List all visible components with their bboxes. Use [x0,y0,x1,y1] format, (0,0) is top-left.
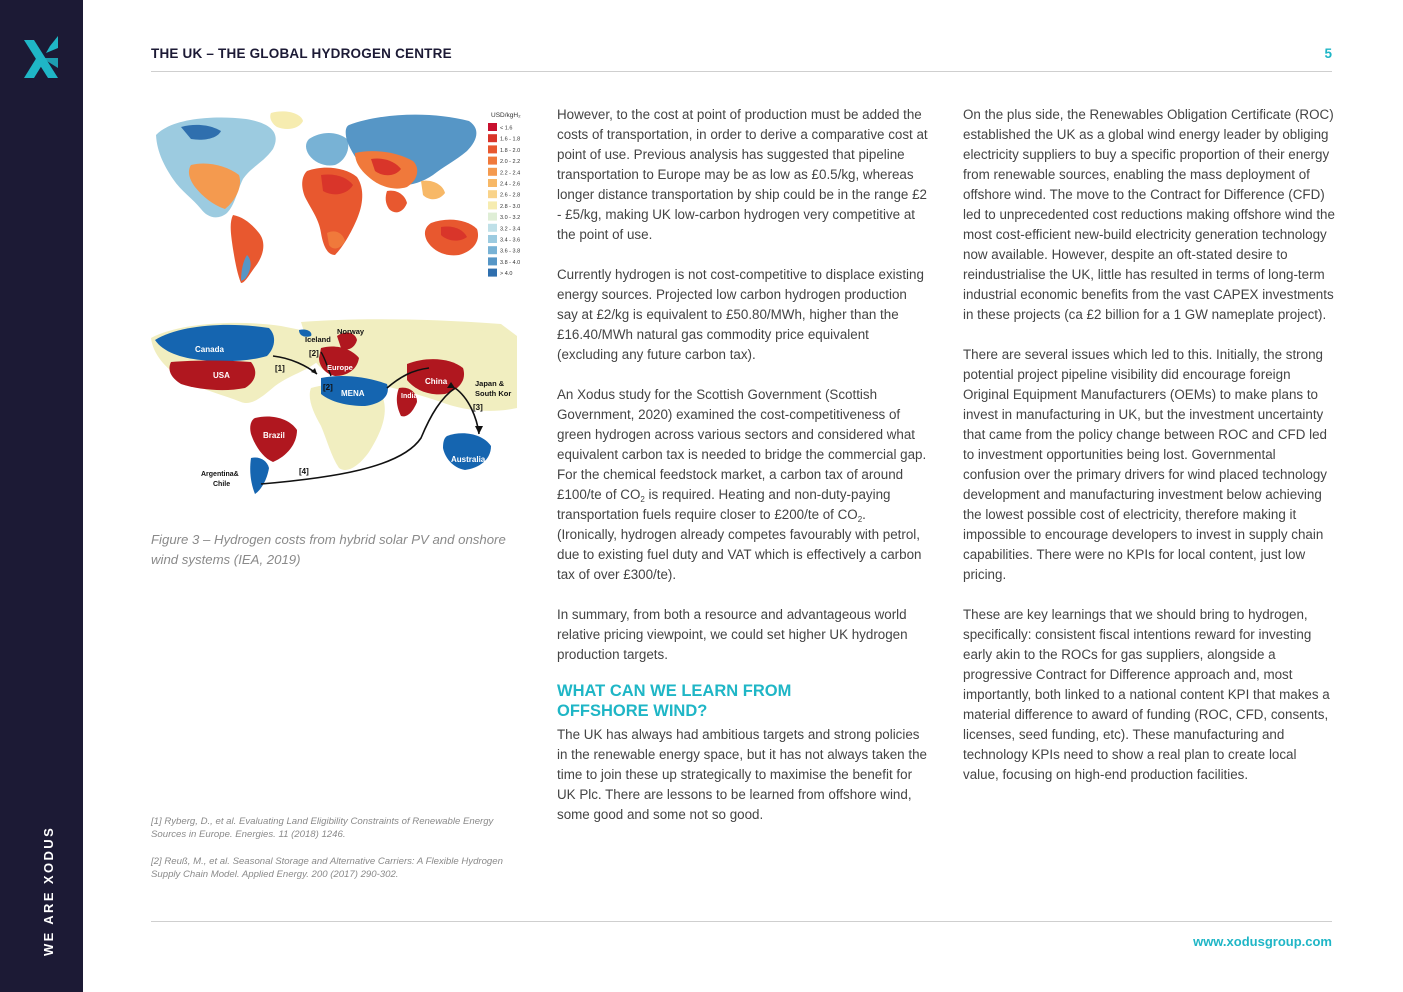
legend-label: 2.4 - 2.6 [500,181,521,188]
map-label-mena: MENA [341,389,365,398]
paragraph: However, to the cost at point of production must be added the costs of transportation, in order to derive a comparative cost at point of use. Previous analysis has suggested that pipeline transportation to Europe may be as low as £0.5/kg, whereas longer distance transportation by ship could be in the range £2 - £5/kg, making UK low-carbon hydrogen very competitive at the point of use. [557,107,928,242]
hydrogen-cost-heatmap [151,105,521,285]
legend-swatch [488,145,497,153]
legend-label: 1.6 - 1.8 [500,136,521,143]
legend-swatch [488,257,497,265]
section-heading: WHAT CAN WE LEARN FROM OFFSHORE WIND? [557,682,792,720]
hydrogen-trade-map [151,318,517,500]
figure-caption: Figure 3 – Hydrogen costs from hybrid solar PV and onshore wind systems (IEA, 2019) [151,532,506,567]
legend [488,123,520,277]
page-header-title: THE UK – THE GLOBAL HYDROGEN CENTRE [151,46,452,61]
map-ref-4: [4] [299,467,309,476]
xodus-logo-icon [20,34,62,84]
map-label-korea: South Kor [475,389,512,398]
legend-label: 2.2 - 2.4 [500,170,521,177]
map-label-australia: Australia [451,455,486,464]
legend-label: 3.8 - 4.0 [500,259,521,266]
legend-label: < 1.6 [500,125,513,132]
paragraph: These are key learnings that we should bring to hydrogen, specifically: consistent fiscal intentions reward for investing early akin to the ROCs for gas suppliers, alongside a progressive Contract for Difference approach and, most importantly, both linked to a national content KPI that makes a material difference to award of funding (ROC, CFD, consents, licenses, seed funding, etc). These manufacturing and technology KPIs need to show a real plan to create local value, focusing on high-end production facilities. [963,607,1330,782]
map-label-india: India [401,393,418,400]
sidebar-tagline: WE ARE XODUS [41,825,56,956]
map-label-japan: Japan & [475,379,505,388]
legend-swatch [488,123,497,131]
map-label-europe: Europe [327,363,353,372]
footnote-1: [1] Ryberg, D., et al. Evaluating Land Eligibility Constraints of Renewable Energy Sources in Europe. Energies. 11 (2018) 1246. [151,816,494,840]
header-divider [151,71,1332,72]
body-column-middle [557,105,929,845]
legend-label: 2.8 - 3.0 [500,203,521,210]
map-ref-1: [1] [275,364,285,373]
body-column-right [963,105,1335,805]
legend-label: 2.6 - 2.8 [500,192,521,199]
legend-label: 1.8 - 2.0 [500,147,521,154]
paragraph: Currently hydrogen is not cost-competitive to displace existing energy sources. Projected low carbon hydrogen production say at £2/kg is equivalent to £50.80/MWh, higher than the £16.40/MWh natural gas commodity price equivalent (excluding any future carbon tax). [557,267,924,362]
legend-swatch [488,157,497,165]
map-ref-3: [3] [473,403,483,412]
map-label-china: China [425,377,448,386]
page-number: 5 [1324,46,1332,61]
paragraph: In summary, from both a resource and advantageous world relative pricing viewpoint, we could set higher UK hydrogen production targets. [557,607,908,662]
legend-swatch [488,269,497,277]
legend-unit: USD/kgH₂ [491,112,521,119]
footnotes [151,815,526,895]
map-label-norway: Norway [337,327,365,336]
legend-swatch [488,246,497,254]
map-ref-2b: [2] [323,383,333,392]
paragraph-carbon-tax: An Xodus study for the Scottish Government (Scottish Government, 2020) examined the cost-competitiveness of green hydrogen across various sectors and considered what equivalent carbon tax is needed to bridge the commercial gap. For the chemical feedstock market, a carbon tax of around £100/te of $CO_2$ is required. Heating and non-duty-paying transportation fuels require closer to £200/te of $CO_2$. (Ironically, hydrogen already competes favourably with petrol, due to existing fuel duty and VAT which is effectively a carbon tax of over £300/te). [557,387,927,582]
map-label-usa: USA [213,371,230,380]
legend-swatch [488,168,497,176]
legend-swatch [488,201,497,209]
legend-label: 2.0 - 2.2 [500,159,521,166]
legend-label: 3.0 - 3.2 [500,215,521,222]
paragraph: There are several issues which led to this. Initially, the strong potential project pipeline visibility did encourage foreign Original Equipment Manufacturers (OEMs) to make plans to invest in manufacturing in UK, but the investment uncertainty that came from the policy change between ROC and CFD led to investment opportunities being lost. Governmental confusion over the primary drivers for wind placed technology development and manufacturing investment below achieving the lowest possible cost of electricity, therefore making it impossible to encourage developers to invest in supply chain capabilities. There were no KPIs for local content, just low pricing. [963,347,1327,582]
sidebar [0,0,83,992]
legend-swatch [488,179,497,187]
legend-label: > 4.0 [500,271,513,278]
paragraph: The UK has always had ambitious targets and strong policies in the renewable energy space, but it has not always taken the time to join these up strategically to maximise the benefit for UK Plc. There are lessons to be learned from offshore wind, some good and some not so good. [557,727,927,822]
paragraph: On the plus side, the Renewables Obligation Certificate (ROC) established the UK as a global wind energy leader by obliging electricity suppliers to buy a specific proportion of their energy from renewable sources, enabling the mass deployment of offshore wind. The move to the Contract for Difference (CFD) led to unprecedented cost reductions making offshore wind the most cost-efficient new-build electricity generation technology now available. However, despite an oft-stated desire to reindustrialise the UK, little has resulted in terms of long-term industrial economic benefits from the vast CAPEX investments in these projects (ca £2 billion for a 1 GW nameplate project). [963,107,1335,322]
legend-swatch [488,134,497,142]
map-label-iceland: Iceland [305,335,331,344]
legend-swatch [488,224,497,232]
map-ref-2a: [2] [309,349,319,358]
map-label-chile: Chile [213,481,231,488]
legend-swatch [488,213,497,221]
map-label-argentina: Argentina& [201,471,239,478]
footer-divider [151,921,1332,922]
legend-label: 3.6 - 3.8 [500,248,521,255]
legend-swatch [488,190,497,198]
map-label-brazil: Brazil [263,431,285,440]
legend-label: 3.2 - 3.4 [500,226,521,233]
legend-label: 3.4 - 3.6 [500,237,521,244]
footer-website-link[interactable]: www.xodusgroup.com [1193,934,1332,949]
legend-swatch [488,235,497,243]
footnote-2: [2] Reuß, M., et al. Seasonal Storage and Alternative Carriers: A Flexible Hydrogen Supply Chain Model. Applied Energy. 200 (2017) 290-302. [151,856,503,880]
map-label-canada: Canada [195,345,224,354]
